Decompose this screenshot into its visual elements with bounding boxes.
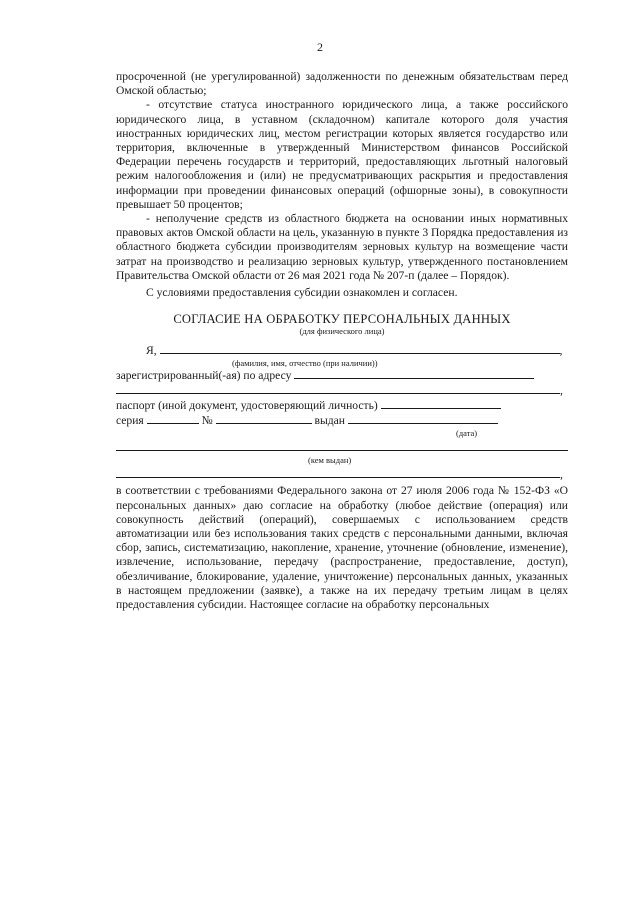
series-field[interactable]	[147, 413, 199, 424]
issued-by-field-2[interactable]	[116, 467, 560, 478]
issued-label: выдан	[314, 414, 345, 428]
consent-subtitle: (для физического лица)	[299, 326, 385, 337]
series-label: серия	[116, 414, 144, 428]
passport-row	[116, 398, 568, 413]
document-body	[116, 70, 568, 612]
paragraph-foreign-status: - отсутствие статуса иностранного юридического лица, а также российского юридического лица, в уставном (складочном) капитале которого доля участия иностранных юридических лиц, местом регистрации которых является государство или территория, включенные в утвержденный Министерством финансов Российской Федерации перечень государств и территорий, предоставляющих льготный налоговый режим налогообложения и (или) не предусматривающих раскрытия и предоставления информации при проведении финансовых операций (офшорные зоны), в совокупности превышает 50 процентов;	[116, 98, 568, 211]
paragraph-acknowledgement: С условиями предоставления субсидии ознакомлен и согласен.	[146, 286, 458, 300]
number-field[interactable]	[216, 413, 312, 424]
issued-by-comma: ,	[560, 468, 563, 482]
consent-text: в соответствии с требованиями Федерального закона от 27 июля 2006 года № 152-ФЗ «О персональных данных» даю согласие на обработку (любое действие (операция) или совокупность действий (операций), совершаемых с использованием средств автоматизации или без использования таких средств с персональными данными, включая сбор, запись, систематизацию, накопление, хранение, уточнение (обновление, изменение), извлечение, использование, передачу (распространение, предоставление, доступ), обезличивание, блокирование, удаление, уничтожение) персональных данных, указанных в настоящем предложении (заявке), а также на их передачу третьим лицам в целях предоставления субсидии. Настоящее согласие на обработку персональных	[116, 484, 568, 612]
date-caption: (дата)	[456, 428, 478, 439]
address-row	[116, 368, 568, 383]
issued-by-caption: (кем выдан)	[308, 455, 352, 466]
ya-label: Я,	[146, 344, 157, 358]
paragraph-no-other-funds: - неполучение средств из областного бюджета на основании иных нормативных правовых актов Омской области на цель, указанную в пункте 3 Порядка предоставления из областного бюджета субсидии производителям зерновых культур на возмещение части затрат на производство и реализацию зерновых культур, утвержденного постановлением Правительства Омской области от 26 мая 2021 года № 207-п (далее – Порядок).	[116, 212, 568, 282]
fio-caption: (фамилия, имя, отчество (при наличии))	[232, 358, 378, 369]
issued-by-row-2	[116, 467, 568, 482]
page-number: 2	[317, 40, 323, 54]
address-field[interactable]	[294, 368, 534, 379]
fio-comma: ,	[559, 344, 563, 358]
address-row-2	[116, 383, 568, 398]
address-field-2[interactable]	[116, 383, 560, 394]
fio-field[interactable]	[160, 343, 560, 354]
paragraph-debt: просроченной (не урегулированной) задолженности по денежным обязательствам перед Омской областью;	[116, 70, 568, 98]
number-label: №	[201, 414, 213, 428]
issued-by-field[interactable]	[116, 438, 568, 451]
address-comma: ,	[560, 384, 563, 398]
issued-date-field[interactable]	[348, 413, 498, 424]
registered-label: зарегистрированный(-ая) по адресу	[116, 369, 292, 383]
series-row	[116, 413, 568, 428]
passport-label: паспорт (иной документ, удостоверяющий личность)	[116, 399, 378, 413]
consent-title: СОГЛАСИЕ НА ОБРАБОТКУ ПЕРСОНАЛЬНЫХ ДАННЫХ	[173, 312, 511, 327]
passport-field[interactable]	[381, 398, 501, 409]
fio-row	[116, 343, 568, 358]
